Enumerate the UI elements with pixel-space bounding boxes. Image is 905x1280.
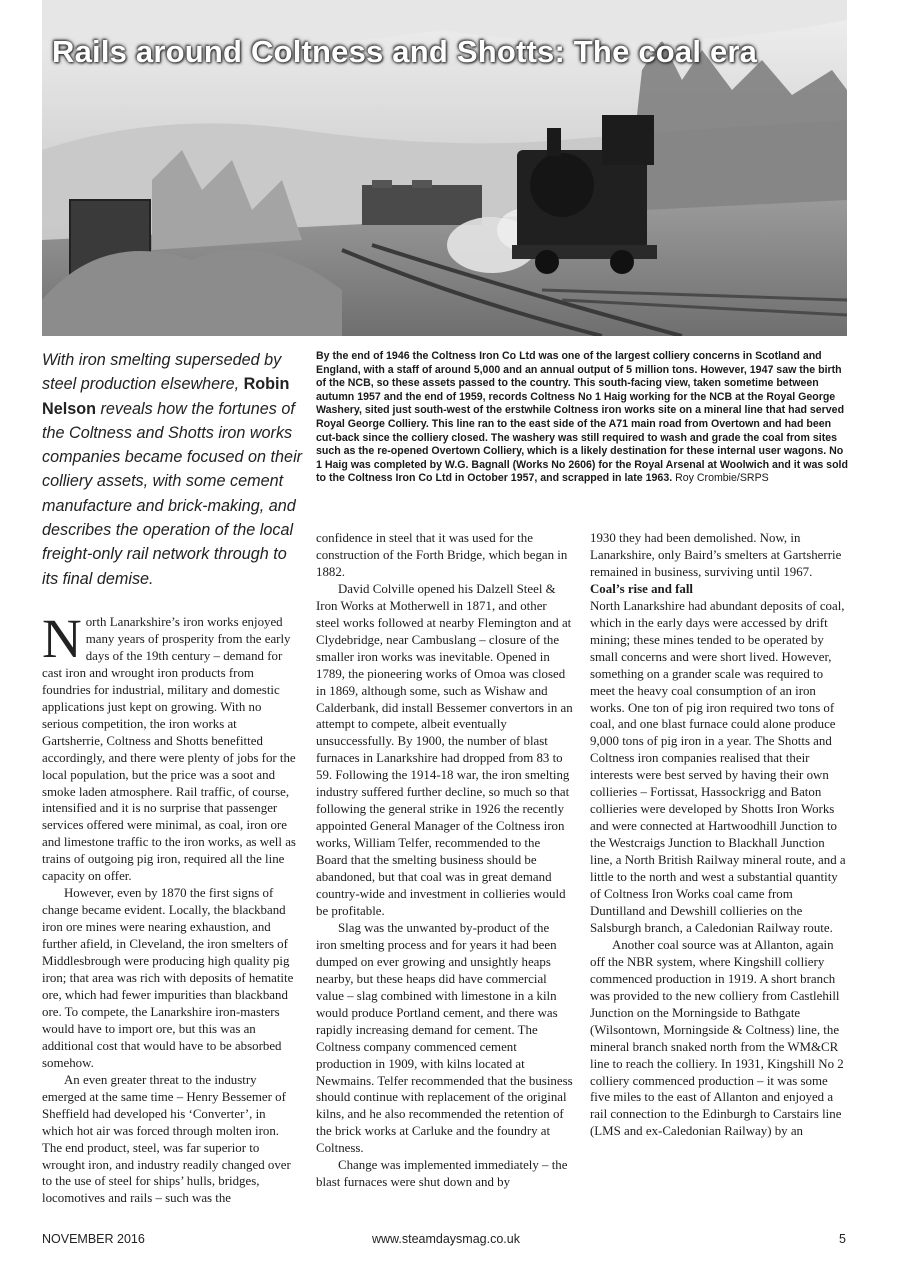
photo-credit: Roy Crombie/SRPS [675,472,769,485]
standfirst [42,348,304,591]
footer-page-number: 5 [839,1232,846,1246]
caption-text: By the end of 1946 the Coltness Iron Co Ltd was one of the largest colliery concerns in Scotland and England, with a staff of around 5,000 and an annual output of 5 million tons. However, 1947 saw the birth of the NCB, so these assets passed to the country. This south-facing view, taken sometime between autumn 1957 and the end of 1959, records Coltness No 1 Haig working for the NCB at the Royal George Washery, sited just south-west of the erstwhile Coltness iron works site on a mineral line that had served Royal George Colliery. This line ran to the east side of the A71 main road from Overtown and had been cut-back since the colliery closed. The washery was still required to wash and grade the coal from sites such as the re-opened Overtown Colliery, which is a likely destination for these internal user wagons. No 1 Haig was completed by W.G. Bagnall (Works No 2606) for the Royal Arsenal at Woolwich and it was sold to the Coltness Iron Co Ltd in October 1957, and scrapped in late 1963. [316,350,848,485]
photo-caption [316,350,852,486]
author-name: Robin Nelson [42,375,290,418]
paragraph: confidence in steel that it was used for the construction of the Forth Bridge, which began in 1882. [316,531,568,579]
standfirst-body: reveals how the fortunes of the Coltness and Shotts iron works companies became focused on their colliery assets, with some cement manufacture and brick-making, and describes the operation of the local freight-only rail network through to its final demise. [42,399,303,588]
paragraph: Another coal source was at Allanton, again off the NBR system, where Kingshill colliery commenced production in 1919. A short branch was provided to the new colliery from Castlehill Junction on the Morningside to Bathgate (Wilsontown, Morningside & Coltness) line, the mineral branch snaked north from the WM&CR line to reach the colliery. In 1931, Kingshill No 2 colliery commenced production – it was some five miles to the east of Allanton and enjoyed a rail connection to the Edinburgh to Carstairs line (LMS and ex-Caledonian Railway) by an [590,937,844,1139]
paragraph: North Lanarkshire had abundant deposits of coal, which in the early days were accessed by drift mining; these mines tended to be operated by small concerns and were short lived. However, something on a grander scale was required to meet the heavy coal consumption of an iron works. One ton of pig iron required two tons of coal, and one blast furnace could alone produce 9,000 tons of pig iron in a year. The Shotts and Coltness iron companies realised that their interests were best served by having their own collieries – Fortissat, Hassockrigg and Baton collieries were developed by Shotts Iron Works and were connected at Hartwoodhill Junction to the Westcraigs Junction to Blackhall Junction line, a North British Railway mineral route, and a little to the north and west a substantial quantity of Coltness Iron Works coal came from Duntilland and Dewshill collieries on the Salsburgh branch, a Caledonian Railway route. [590,598,846,935]
paragraph: Change was implemented immediately – the blast furnaces were shut down and by [316,1158,568,1190]
article-column-3 [590,530,849,1140]
hero-photo [42,0,847,336]
paragraph: 1930 they had been demolished. Now, in Lanarkshire, only Baird’s smelters at Gartsherrie remained in business, surviving until 1967. [590,531,842,579]
paragraph [42,608,298,885]
footer-issue-date: NOVEMBER 2016 [42,1232,145,1246]
paragraph: Slag was the unwanted by-product of the iron smelting process and for years it had been dumped on ever growing and unsightly heaps nearby, but these heaps did have commercial value – slag combined with limestone in a kiln would produce Portland cement, and there was rapidly increasing demand for cement. The Coltness company commenced cement production in 1909, with kilns located at Newmains. Telfer recommended that the business should continue with replacement of the original kilns, and he also recommended the retention of the brick works at Carluke and the foundry at Coltness. [316,920,573,1156]
paragraph-text: orth Lanarkshire’s iron works enjoyed many years of prosperity from the early days of the 19th century – demand for cast iron and wrought iron products from foundries for industrial, military and domestic applications just kept on growing. With no serious competition, the iron works at Gartsherrie, Coltness and Shotts benefitted accordingly, and there were plenty of jobs for the local population, but the price was a soot and smoke laden atmosphere. Rail traffic, of course, intensified and it is no surprise that passenger services offered were minimal, as coal, iron ore and limestone traffic to the iron works, as well as trains of outgoing pig iron, required all the line capacity on offer. [42,615,296,884]
article-column-2 [316,530,573,1191]
paragraph: David Colville opened his Dalzell Steel & Iron Works at Motherwell in 1871, and other steel works followed at nearby Flemington and at Clydebridge, near Cambuslang – closure of the smaller iron works was inevitable. Opened in 1789, the pioneering works of Omoa was closed in 1869, although some, such as Wishaw and Calderbank, did install Bessemer convertors in an attempt to compete, albeit eventually unsuccessfully. By 1900, the number of blast furnaces in Lanarkshire had dropped from 83 to 59. Following the 1914-18 war, the iron smelting industry suffered further decline, so much so that following the general strike in 1926 the recently appointed General Manager of the Coltness iron works, William Telfer, recommended to the Board that the smelting business should be abandoned, but that coal was in great demand country-wide and investment in collieries would be profitable. [316,581,573,918]
drop-cap: N [42,608,82,669]
article-column-1 [42,608,298,1207]
footer-website-link[interactable]: www.steamdaysmag.co.uk [372,1232,520,1246]
paragraph: An even greater threat to the industry emerged at the same time – Henry Bessemer of Sheffield had developed his ‘Converter’, in which hot air was forced through molten iron. The end product, steel, was far superior to wrought iron, and industry readily changed over to the use of steel for ships’ hulls, bridges, locomotives and rails – such was the [42,1072,291,1206]
page-headline: Rails around Coltness and Shotts: The coal era [52,34,758,69]
standfirst-intro: With iron smelting superseded by steel production elsewhere, [42,351,282,394]
paragraph: However, even by 1870 the first signs of change became evident. Locally, the blackband iron ore mines were nearing exhaustion, and further afield, in Cleveland, the iron smelters of Middlesbrough were producing high quality pig iron; that area was rich with deposits of hematite ore, which had fewer impurities than blackband ore. To compete, the Lanarkshire iron-masters would have to import ore, but this was an additional cost that would have to be absorbed somehow. [42,886,294,1070]
section-subheading: Coal’s rise and fall [590,581,694,596]
